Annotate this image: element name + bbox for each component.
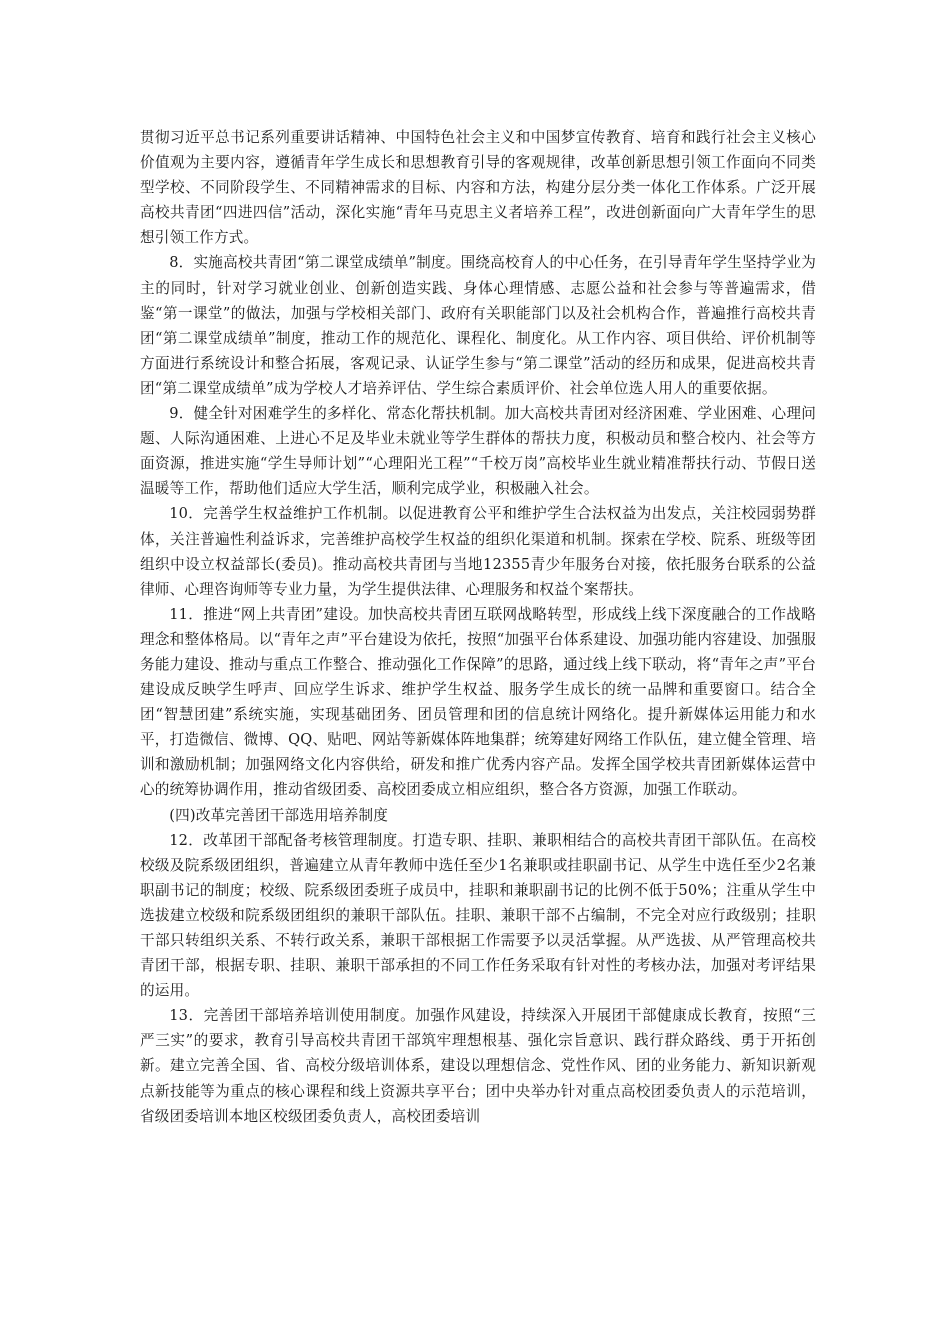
paragraph-item-8: 8．实施高校共青团“第二课堂成绩单”制度。围绕高校育人的中心任务，在引导青年学生坚持学业为主的同时，针对学习就业创业、创新创造实践、身体心理情感、志愿公益和社会参与等普遍需求，借鉴“第一课堂”的做法，加强与学校相关部门、政府有关职能部门以及社会机构合作，普遍推行高校共青团“第二课堂成绩单”制度，推动工作的规范化、课程化、制度化。从工作内容、项目供给、评价机制等方面进行系统设计和整合拓展，客观记录、认证学生参与“第二课堂”活动的经历和成果，促进高校共青团“第二课堂成绩单”成为学校人才培养评估、学生综合素质评价、社会单位选人用人的重要依据。 [140, 254, 816, 397]
paragraph-item-11: 11．推进“网上共青团”建设。加快高校共青团互联网战略转型，形成线上线下深度融合的工作战略理念和整体格局。以“青年之声”平台建设为依托，按照“加强平台体系建设、加强功能内容建设、加强服务能力建设、推动与重点工作整合、推动强化工作保障”的思路，通过线上线下联动，将“青年之声”平台建设成反映学生呼声、回应学生诉求、维护学生权益、服务学生成长的统一品牌和重要窗口。结合全团“智慧团建”系统实施，实现基础团务、团员管理和团的信息统计网络化。提升新媒体运用能力和水平，打造微信、微博、QQ、贴吧、网站等新媒体阵地集群；统筹建好网络工作队伍，建立健全管理、培训和激励机制；加强网络文化内容供给，研发和推广优秀内容产品。发挥全国学校共青团新媒体运营中心的统筹协调作用，推动省级团委、高校团委成立相应组织，整合各方资源，加强工作联动。 [140, 605, 816, 799]
paragraph-item-12: 12．改革团干部配备考核管理制度。打造专职、挂职、兼职相结合的高校共青团干部队伍。在高校校级及院系级团组织，普遍建立从青年教师中选任至少1名兼职或挂职副书记、从学生中选任至少2名兼职副书记的制度；校级、院系级团委班子成员中，挂职和兼职副书记的比例不低于50%；注重从学生中选拔建立校级和院系级团组织的兼职干部队伍。挂职、兼职干部不占编制，不完全对应行政级别；挂职干部只转组织关系、不转行政关系，兼职干部根据工作需要予以灵活掌握。从严选拔、从严管理高校共青团干部，根据专职、挂职、兼职干部承担的不同工作任务采取有针对性的考核办法，加强对考评结果的运用。 [140, 831, 816, 1000]
paragraph-item-13: 13．完善团干部培养培训使用制度。加强作风建设，持续深入开展团干部健康成长教育，按照“三严三实”的要求，教育引导高校共青团干部筑牢理想根基、强化宗旨意识、践行群众路线、勇于开拓创新。建立完善全国、省、高校分级培训体系，建设以理想信念、党性作风、团的业务能力、新知识新观点新技能等为重点的核心课程和线上资源共享平台；团中央举办针对重点高校团委负责人的示范培训，省级团委培训本地区校级团委负责人，高校团委培训 [140, 1007, 816, 1125]
document-body [140, 125, 816, 1129]
paragraph-continuation: 贯彻习近平总书记系列重要讲话精神、中国特色社会主义和中国梦宣传教育、培育和践行社会主义核心价值观为主要内容，遵循青年学生成长和思想教育引导的客观规律，改革创新思想引领工作面向不同类型学校、不同阶段学生、不同精神需求的目标、内容和方法，构建分层分类一体化工作体系。广泛开展高校共青团“四进四信”活动，深化实施“青年马克思主义者培养工程”，改进创新面向广大青年学生的思想引领工作方式。 [140, 129, 816, 247]
paragraph-item-9: 9．健全针对困难学生的多样化、常态化帮扶机制。加大高校共青团对经济困难、学业困难、心理问题、人际沟通困难、上进心不足及毕业未就业等学生群体的帮扶力度，积极动员和整合校内、社会等方面资源，推进实施“学生导师计划”“心理阳光工程”“千校万岗”高校毕业生就业精准帮扶行动、节假日送温暖等工作，帮助他们适应大学生活，顺利完成学业，积极融入社会。 [140, 405, 816, 498]
paragraph-item-10: 10．完善学生权益维护工作机制。以促进教育公平和维护学生合法权益为出发点，关注校园弱势群体，关注普遍性利益诉求，完善维护高校学生权益的组织化渠道和机制。探索在学校、院系、班级等团组织中设立权益部长(委员)。推动高校共青团与当地12355青少年服务台对接，依托服务台联系的公益律师、心理咨询师等专业力量，为学生提供法律、心理服务和权益个案帮扶。 [140, 505, 816, 598]
section-heading-4: (四)改革完善团干部选用培养制度 [169, 806, 389, 824]
